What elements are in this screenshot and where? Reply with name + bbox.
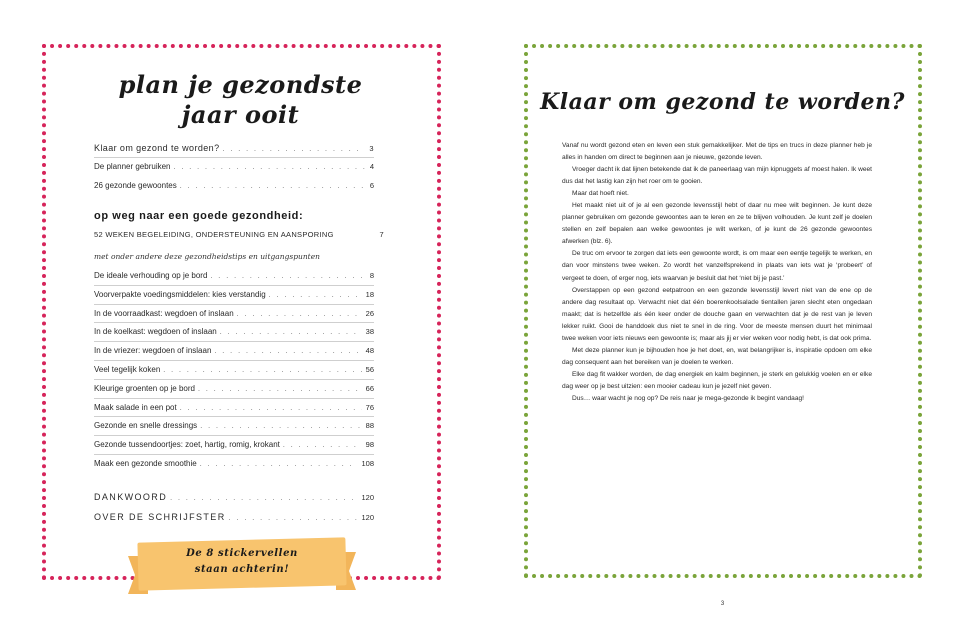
paragraph: Elke dag fit wakker worden, de dag energiek en kalm beginnen, je sterk en gelukkig voelen en er elke dag weer op je best uitzien: een mooier cadeau kun je jezelf niet geven. [562,370,872,390]
toc-intro [94,139,374,195]
toc-leader [170,494,357,504]
toc-row[interactable] [94,361,374,380]
toc-page: 120 [361,493,374,502]
left-page-title [0,70,481,130]
paragraph: Maar dat hoeft niet. [572,190,629,198]
toc-row[interactable] [94,342,374,361]
toc-page: 6 [369,180,374,190]
toc-leader [210,272,365,282]
toc-leader [222,145,365,155]
toc-row[interactable] [94,508,374,528]
toc-label: Voorverpakte voedingsmiddelen: kies verstandig [94,289,266,299]
toc-label: In de vriezer: wegdoen of inslaan [94,346,212,356]
toc-page: 108 [361,458,374,468]
toc-row[interactable] [94,323,374,342]
toc-page: 88 [365,421,374,431]
toc-row[interactable] [94,267,374,286]
toc-page: 4 [369,161,374,171]
left-page [0,0,481,637]
section-heading: op weg naar een goede gezondheid: [94,210,304,222]
toc-page: 48 [365,346,374,356]
section-sub-page: 7 [379,230,384,239]
section-note: met onder andere deze gezondheidstips en uitgangspunten [94,252,320,261]
toc-leader [174,163,366,173]
toc-leader [283,441,362,451]
toc-leader [200,422,361,432]
toc-label: De ideale verhouding op je bord [94,271,208,280]
toc-leader [200,460,358,470]
paragraph: De truc om ervoor te zorgen dat iets een gewoonte wordt, is om maar een eentje tegelijk te werken, en dan voor minstens twee weken. Zo wordt het vanzelfsprekend in plaats van iets wat je ‘probeert’ of vergeet te doen, of erger nog, iets waarvan je besluit dat het ‘niet bij je past.’ [562,250,872,282]
paragraph: Met deze planner kun je bijhouden hoe je het doet, en, wat belangrijker is, inspiratie opdoen om elke dag consequent aan het bereiken van je doelen te werken. [562,346,872,366]
toc-label: Gezonde en snelle dressings [94,421,198,431]
paragraph: Vroeger dacht ik dat lijnen betekende dat ik de paneerlaag van mijn kipnuggets af moest halen. Ik weet dus dat het lastig kan zijn het roer om te gooien. [562,166,872,186]
toc-row[interactable] [94,417,374,436]
toc-page: 56 [365,364,374,374]
toc-leader [220,328,362,338]
paragraph: Vanaf nu wordt gezond eten en leven een stuk gemakkelijker. Met de tips en trucs in deze planner heb je alles in handen om direct te beginnen aan je nieuwe, gezonde leven. [562,142,872,162]
toc-leader [237,310,362,320]
paragraph: Overstappen op een gezond eetpatroon en een gezonde levensstijl levert niet van de ene op de andere dag resultaat op. Verwacht niet dat één boerenkoolsalade tientallen jaren slecht eten ongedaan maakt; dat is hetzelfde als één keer onder de douche gaan en verwachten dat je de rest van je leven lekker ruikt. Gooi de handdoek dus niet te snel in de ring. Voor de meeste mensen duurt het minimaal twee weken voor iets nieuws een gewoonte is; maar als jij er vier weken voor nodig hebt, is dat ook prima. [562,286,872,342]
toc-row[interactable] [94,139,374,158]
toc-row[interactable] [94,177,374,196]
page-number: 3 [720,601,725,607]
banner-line-1: De 8 stickervellen [186,548,298,559]
banner-line-2: staan achterin! [194,564,290,575]
right-page-title: Klaar om gezond te worden? [540,89,905,115]
toc-leader [180,182,366,192]
toc-label: Maak een gezonde smoothie [94,458,197,468]
toc-tips [94,267,374,474]
toc-label: Veel tegelijk koken [94,364,161,374]
toc-leader [180,404,362,414]
toc-leader [269,291,362,301]
toc-page: 120 [361,513,374,522]
toc-label: 26 gezonde gewoontes [94,180,177,190]
title-line-2: jaar ooit [181,100,300,129]
toc-row[interactable] [94,158,374,177]
paragraph: Het maakt niet uit of je al een gezonde levensstijl hebt of daar nu mee wilt beginnen. Je kunt deze planner gebruiken om gezonde gewoontes aan te leren en ze te blijven volhouden. Je kunt zelf je doelen stellen en zelf bepalen aan welke gewoontes je wilt werken, of je kunt de 26 gezonde gewoontes afwerken (blz. 6). [562,202,872,246]
sticker-banner [128,540,356,594]
toc-label: DANKWOORD [94,492,168,502]
title-line-1: plan je gezondste [118,70,363,99]
toc-row[interactable] [94,380,374,399]
toc-row[interactable] [94,455,374,474]
toc-label: In de voorraadkast: wegdoen of inslaan [94,308,234,318]
toc-page: 98 [365,440,374,450]
toc-row[interactable] [94,286,374,305]
body-text [562,140,872,405]
toc-page: 66 [365,383,374,393]
toc-leader [198,385,362,395]
toc-page: 8 [369,271,374,280]
toc-page: 38 [365,327,374,337]
section-sub-label: 52 WEKEN BEGELEIDING, ONDERSTEUNING EN AANSPORING [94,230,334,239]
toc-leader [229,514,358,524]
section-subheading[interactable] [94,230,384,239]
toc-row[interactable] [94,305,374,324]
toc-label: In de koelkast: wegdoen of inslaan [94,327,217,337]
toc-label: Maak salade in een pot [94,402,177,412]
toc-back-matter [94,488,374,528]
toc-leader [214,347,361,357]
toc-label: Klaar om gezond te worden? [94,143,220,153]
toc-row[interactable] [94,436,374,455]
toc-page: 76 [365,402,374,412]
toc-row[interactable] [94,399,374,418]
right-page [482,0,963,637]
toc-label: Gezonde tussendoortjes: zoet, hartig, romig, krokant [94,440,280,450]
toc-page: 3 [369,144,374,153]
banner-text [138,546,346,578]
toc-page: 18 [365,289,374,299]
paragraph: Dus… waar wacht je nog op? De reis naar je mega-gezonde ik begint vandaag! [572,394,805,402]
toc-page: 26 [365,308,374,318]
toc-leader [163,366,361,376]
toc-row[interactable] [94,488,374,508]
toc-label: Kleurige groenten op je bord [94,383,195,393]
toc-label: OVER DE SCHRIJFSTER [94,512,226,522]
toc-label: De planner gebruiken [94,161,171,171]
